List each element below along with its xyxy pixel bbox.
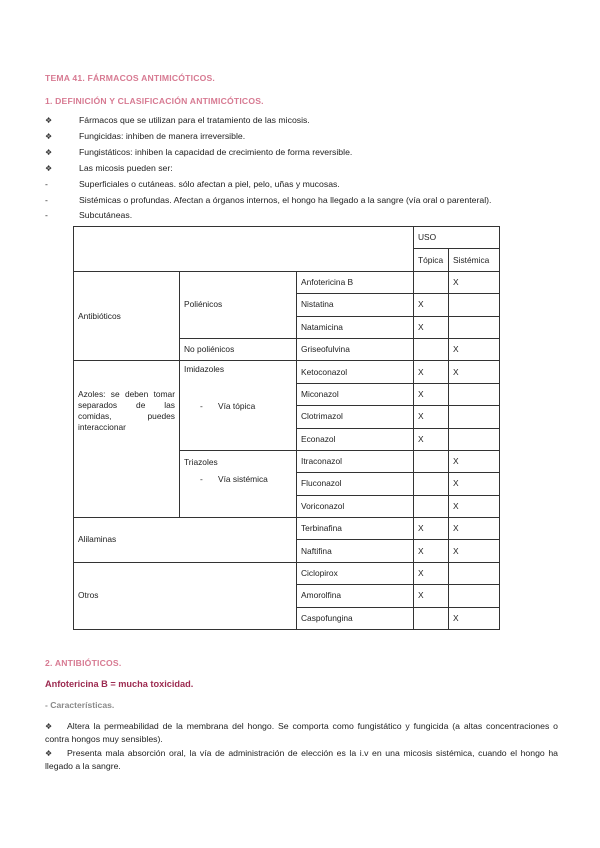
- topica-mark: [414, 338, 449, 360]
- drug-name: Econazol: [297, 428, 414, 450]
- drug-name: Fluconazol: [297, 473, 414, 495]
- bullet-diamond-icon: ❖: [45, 132, 53, 141]
- group-otros: Otros: [74, 562, 297, 629]
- document-title: TEMA 41. FÁRMACOS ANTIMICÓTICOS.: [45, 73, 215, 83]
- topica-mark: [414, 495, 449, 517]
- drug-name: Ketoconazol: [297, 361, 414, 383]
- topica-mark: X: [414, 518, 449, 540]
- sistemica-mark: X: [449, 540, 500, 562]
- topica-mark: X: [414, 585, 449, 607]
- drug-name: Griseofulvina: [297, 338, 414, 360]
- drug-name: Terbinafina: [297, 518, 414, 540]
- topica-mark: [414, 473, 449, 495]
- subgroup-triazoles: Triazoles - Vía sistémica: [180, 450, 297, 517]
- sistemica-mark: X: [449, 361, 500, 383]
- group-alilaminas: Alilaminas: [74, 518, 297, 563]
- bullet-diamond-icon: ❖: [45, 116, 53, 125]
- sistemica-mark: X: [449, 518, 500, 540]
- drug-name: Ciclopirox: [297, 562, 414, 584]
- topica-mark: X: [414, 316, 449, 338]
- bullet-diamond-icon: ❖: [45, 722, 53, 731]
- dash-line: - Subcutáneas.: [45, 210, 133, 220]
- drug-heading: Anfotericina B = mucha toxicidad.: [45, 679, 194, 689]
- sistemica-mark: X: [449, 473, 500, 495]
- group-antibioticos: Antibióticos: [74, 271, 180, 361]
- subgroup-polienicos: Poliénicos: [180, 271, 297, 338]
- drug-name: Amorolfina: [297, 585, 414, 607]
- group-azoles: Azoles: se deben tomar separados de las comidas, puedes interaccionar: [74, 361, 180, 518]
- sistemica-mark: X: [449, 607, 500, 629]
- bullet-line: ❖ Fármacos que se utilizan para el tratamiento de las micosis.: [45, 115, 310, 125]
- sistemica-mark: X: [449, 495, 500, 517]
- bullet-diamond-icon: ❖: [45, 164, 53, 173]
- drug-name: Anfotericina B: [297, 271, 414, 293]
- drug-name: Voriconazol: [297, 495, 414, 517]
- topica-mark: X: [414, 383, 449, 405]
- drug-name: Naftifina: [297, 540, 414, 562]
- drug-name: Caspofungina: [297, 607, 414, 629]
- bullet-diamond-icon: ❖: [45, 148, 53, 157]
- topica-mark: X: [414, 361, 449, 383]
- sistemica-mark: [449, 585, 500, 607]
- dash-line: - Sistémicas o profundas. Afectan a órganos internos, el hongo ha llegado a la sangre (vía oral o parenteral).: [45, 195, 492, 205]
- subgroup-no-polienicos: No poliénicos: [180, 338, 297, 360]
- sistemica-mark: X: [449, 271, 500, 293]
- bullet-line: ❖ Las micosis pueden ser:: [45, 163, 173, 173]
- sistemica-mark: [449, 383, 500, 405]
- table-header-row: [74, 227, 500, 249]
- section2-heading: 2. ANTIBIÓTICOS.: [45, 658, 122, 668]
- bullet-diamond-icon: ❖: [45, 749, 53, 758]
- antifungal-classification-table: [73, 226, 500, 630]
- topica-mark: [414, 607, 449, 629]
- paragraph: ❖ Presenta mala absorción oral, la vía de administración de elección es la i.v en una micosis sistémica, cuando el hongo ha llegado a la sangre.: [45, 748, 558, 771]
- topica-mark: X: [414, 294, 449, 316]
- characteristics-subheading: - Características.: [45, 700, 115, 710]
- sistemica-mark: [449, 406, 500, 428]
- section1-heading: 1. DEFINICIÓN Y CLASIFICACIÓN ANTIMICÓTICOS.: [45, 96, 264, 106]
- table-row: [74, 562, 500, 584]
- sistemica-mark: [449, 316, 500, 338]
- sistemica-mark: X: [449, 338, 500, 360]
- table-row: [74, 518, 500, 540]
- sistemica-mark: X: [449, 450, 500, 472]
- table-row: [74, 361, 500, 383]
- bullet-line: ❖ Fungicidas: inhiben de manera irreversible.: [45, 131, 246, 141]
- paragraph: ❖ Altera la permeabilidad de la membrana del hongo. Se comporta como fungistático y fungicida (a altas concentraciones o contra hongos muy sensibles).: [45, 721, 558, 744]
- drug-name: Itraconazol: [297, 450, 414, 472]
- sistemica-mark: [449, 294, 500, 316]
- drug-name: Miconazol: [297, 383, 414, 405]
- header-empty-cell: [74, 227, 414, 272]
- drug-name: Clotrimazol: [297, 406, 414, 428]
- route-topica: - Vía tópica: [200, 401, 256, 412]
- topica-mark: [414, 450, 449, 472]
- dash-line: - Superficiales o cutáneas. sólo afectan a piel, pelo, uñas y mucosas.: [45, 179, 340, 189]
- route-sistemica: - Vía sistémica: [200, 473, 268, 484]
- topica-mark: X: [414, 540, 449, 562]
- drug-name: Nistatina: [297, 294, 414, 316]
- uso-header: USO: [414, 227, 500, 249]
- sistemica-header: Sistémica: [449, 249, 500, 271]
- sistemica-mark: [449, 428, 500, 450]
- table-row: [74, 271, 500, 293]
- topica-mark: [414, 271, 449, 293]
- topica-mark: X: [414, 406, 449, 428]
- topica-header: Tópica: [414, 249, 449, 271]
- sistemica-mark: [449, 562, 500, 584]
- topica-mark: X: [414, 428, 449, 450]
- bullet-line: ❖ Fungistáticos: inhiben la capacidad de crecimiento de forma reversible.: [45, 147, 353, 157]
- subgroup-imidazoles: Imidazoles - Vía tópica: [180, 361, 297, 451]
- topica-mark: X: [414, 562, 449, 584]
- drug-name: Natamicina: [297, 316, 414, 338]
